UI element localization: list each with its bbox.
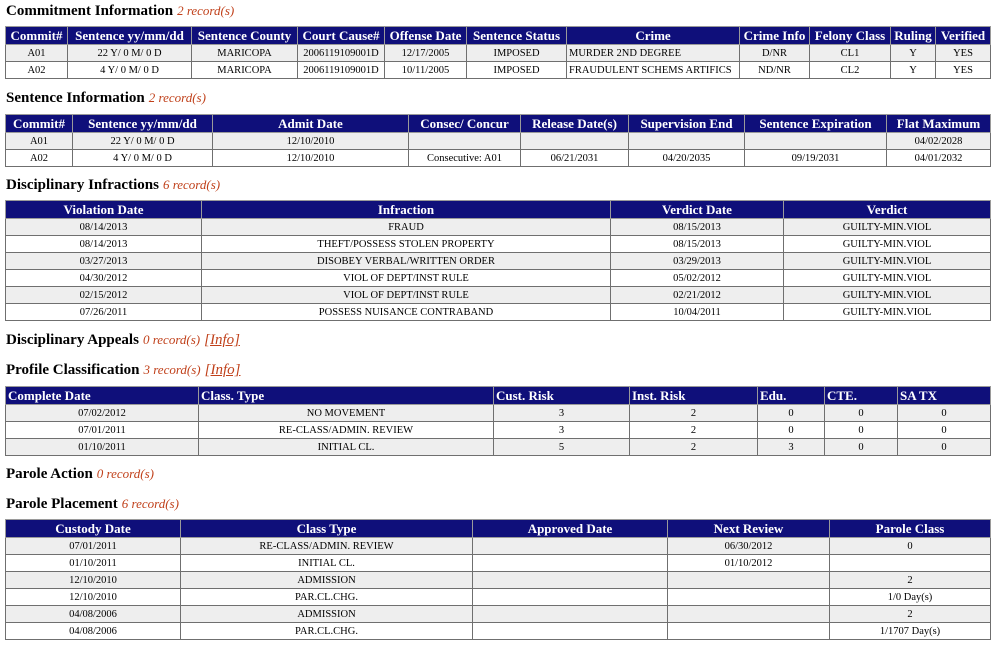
table-cell: 06/30/2012	[668, 538, 830, 555]
table-cell: GUILTY-MIN.VIOL	[784, 287, 991, 304]
table-cell: 0	[825, 439, 898, 456]
table-cell: 0	[758, 405, 825, 422]
table-cell: RE-CLASS/ADMIN. REVIEW	[199, 422, 494, 439]
table-cell: ADMISSION	[181, 572, 473, 589]
table-cell: POSSESS NUISANCE CONTRABAND	[202, 304, 611, 321]
table-cell: INITIAL CL.	[199, 439, 494, 456]
table-cell: 3	[758, 439, 825, 456]
table-cell	[629, 133, 745, 150]
table-cell: ADMISSION	[181, 606, 473, 623]
table-cell: CL2	[810, 62, 891, 79]
column-header[interactable]: Class. Type	[199, 387, 494, 405]
column-header[interactable]: Supervision End	[629, 115, 745, 133]
table-cell: RE-CLASS/ADMIN. REVIEW	[181, 538, 473, 555]
table-cell: 12/10/2010	[6, 572, 181, 589]
profile-title: Profile Classification	[6, 362, 140, 378]
table-cell	[668, 572, 830, 589]
table-cell: 01/10/2011	[6, 439, 199, 456]
table-cell: 03/29/2013	[611, 253, 784, 270]
table-cell: CL1	[810, 45, 891, 62]
column-header[interactable]: Parole Class	[830, 520, 991, 538]
table-cell: 04/20/2035	[629, 150, 745, 167]
table-cell: 22 Y/ 0 M/ 0 D	[68, 45, 192, 62]
table-cell: 07/02/2012	[6, 405, 199, 422]
table-cell: 3	[494, 422, 630, 439]
sentence-section-title	[6, 89, 206, 107]
table-row	[6, 150, 991, 167]
profile-section-title	[6, 361, 240, 379]
sentence-record-count: 2 record(s)	[148, 90, 206, 105]
table-cell: 04/08/2006	[6, 623, 181, 640]
commitment-header-row	[6, 27, 991, 45]
table-row	[6, 45, 991, 62]
table-cell	[473, 589, 668, 606]
table-cell	[473, 572, 668, 589]
table-cell: A01	[6, 133, 73, 150]
infractions-table	[5, 200, 991, 321]
column-header[interactable]: Offense Date	[385, 27, 467, 45]
table-cell: 0	[825, 422, 898, 439]
table-cell: 05/02/2012	[611, 270, 784, 287]
column-header[interactable]: Commit#	[6, 27, 68, 45]
table-cell: 08/14/2013	[6, 219, 202, 236]
table-cell: MURDER 2ND DEGREE	[567, 45, 740, 62]
table-cell	[409, 133, 521, 150]
table-cell: Y	[891, 45, 936, 62]
table-cell: 22 Y/ 0 M/ 0 D	[73, 133, 213, 150]
table-cell: YES	[936, 45, 991, 62]
table-row	[6, 62, 991, 79]
parole-action-section-title	[6, 465, 154, 483]
table-cell: 02/21/2012	[611, 287, 784, 304]
table-cell: 5	[494, 439, 630, 456]
column-header[interactable]: Crime Info	[740, 27, 810, 45]
table-row	[6, 606, 991, 623]
table-cell: IMPOSED	[467, 45, 567, 62]
table-cell: VIOL OF DEPT/INST RULE	[202, 270, 611, 287]
table-cell: D/NR	[740, 45, 810, 62]
table-cell: 01/10/2011	[6, 555, 181, 572]
table-cell: GUILTY-MIN.VIOL	[784, 236, 991, 253]
profile-table	[5, 386, 991, 456]
table-cell: NO MOVEMENT	[199, 405, 494, 422]
column-header[interactable]: Commit#	[6, 115, 73, 133]
infractions-header-row	[6, 201, 991, 219]
table-cell: 2	[830, 572, 991, 589]
table-cell: GUILTY-MIN.VIOL	[784, 253, 991, 270]
table-cell: 08/14/2013	[6, 236, 202, 253]
table-cell: FRAUD	[202, 219, 611, 236]
table-cell: 2	[630, 439, 758, 456]
table-cell: THEFT/POSSESS STOLEN PROPERTY	[202, 236, 611, 253]
commitment-section-title	[6, 2, 234, 20]
table-cell: 07/01/2011	[6, 538, 181, 555]
table-row	[6, 538, 991, 555]
table-cell: 04/08/2006	[6, 606, 181, 623]
table-cell: 10/11/2005	[385, 62, 467, 79]
table-row	[6, 439, 991, 456]
table-cell: 03/27/2013	[6, 253, 202, 270]
table-cell	[473, 623, 668, 640]
commitment-table	[5, 26, 991, 79]
table-cell: 12/10/2010	[213, 150, 409, 167]
column-header[interactable]: Admit Date	[213, 115, 409, 133]
table-cell: PAR.CL.CHG.	[181, 623, 473, 640]
table-cell: 04/02/2028	[887, 133, 991, 150]
table-cell	[473, 606, 668, 623]
column-header[interactable]: Inst. Risk	[630, 387, 758, 405]
table-cell: A01	[6, 45, 68, 62]
table-cell: GUILTY-MIN.VIOL	[784, 270, 991, 287]
column-header[interactable]: Next Review	[668, 520, 830, 538]
table-row	[6, 219, 991, 236]
table-cell: 2006119109001D	[298, 45, 385, 62]
parole-action-title: Parole Action	[6, 466, 93, 482]
column-header[interactable]: Felony Class	[810, 27, 891, 45]
table-cell: INITIAL CL.	[181, 555, 473, 572]
column-header[interactable]: Verdict Date	[611, 201, 784, 219]
table-cell: 0	[830, 538, 991, 555]
column-header[interactable]: Flat Maximum	[887, 115, 991, 133]
parole-action-record-count: 0 record(s)	[96, 466, 154, 481]
table-cell: 01/10/2012	[668, 555, 830, 572]
table-cell: YES	[936, 62, 991, 79]
table-row	[6, 253, 991, 270]
table-cell: 0	[758, 422, 825, 439]
profile-record-count: 3 record(s)	[143, 362, 201, 377]
profile-info-link[interactable]: [Info]	[204, 362, 241, 378]
parole-placement-header-row	[6, 520, 991, 538]
parole-placement-title: Parole Placement	[6, 496, 118, 512]
appeals-title: Disciplinary Appeals	[6, 332, 139, 348]
table-cell: 4 Y/ 0 M/ 0 D	[68, 62, 192, 79]
infractions-title: Disciplinary Infractions	[6, 177, 159, 193]
sentence-title: Sentence Information	[6, 90, 145, 106]
column-header[interactable]: Sentence yy/mm/dd	[68, 27, 192, 45]
column-header[interactable]: SA TX	[898, 387, 991, 405]
table-cell: Y	[891, 62, 936, 79]
appeals-record-count: 0 record(s)	[142, 332, 201, 347]
table-cell: 12/10/2010	[213, 133, 409, 150]
table-cell	[830, 555, 991, 572]
column-header[interactable]: Sentence Expiration	[745, 115, 887, 133]
table-cell: 2006119109001D	[298, 62, 385, 79]
table-cell: 04/30/2012	[6, 270, 202, 287]
column-header[interactable]: Release Date(s)	[521, 115, 629, 133]
table-row	[6, 572, 991, 589]
column-header[interactable]: Sentence County	[192, 27, 298, 45]
column-header[interactable]: Approved Date	[473, 520, 668, 538]
column-header[interactable]: Consec/ Concur	[409, 115, 521, 133]
column-header[interactable]: Custody Date	[6, 520, 181, 538]
table-cell: GUILTY-MIN.VIOL	[784, 219, 991, 236]
table-cell: A02	[6, 62, 68, 79]
infractions-section-title	[6, 176, 220, 194]
table-row	[6, 133, 991, 150]
column-header[interactable]: Class Type	[181, 520, 473, 538]
parole-placement-record-count: 6 record(s)	[121, 496, 179, 511]
sentence-table	[5, 114, 991, 167]
column-header[interactable]: Ruling	[891, 27, 936, 45]
commitment-title: Commitment Information	[6, 3, 174, 19]
table-cell: 04/01/2032	[887, 150, 991, 167]
table-cell: 3	[494, 405, 630, 422]
parole-placement-table	[5, 519, 991, 640]
table-cell: 08/15/2013	[611, 236, 784, 253]
table-cell: 12/17/2005	[385, 45, 467, 62]
table-cell: 12/10/2010	[6, 589, 181, 606]
table-cell	[473, 538, 668, 555]
table-cell	[473, 555, 668, 572]
table-cell	[668, 606, 830, 623]
appeals-section-title	[6, 331, 240, 349]
appeals-info-link[interactable]: [Info]	[204, 332, 240, 348]
column-header[interactable]: CTE.	[825, 387, 898, 405]
table-row	[6, 589, 991, 606]
table-cell: FRAUDULENT SCHEMS ARTIFICS	[567, 62, 740, 79]
table-cell: 09/19/2031	[745, 150, 887, 167]
table-cell: 2	[630, 422, 758, 439]
table-row	[6, 304, 991, 321]
table-cell	[521, 133, 629, 150]
table-row	[6, 270, 991, 287]
column-header[interactable]: Complete Date	[6, 387, 199, 405]
table-cell: DISOBEY VERBAL/WRITTEN ORDER	[202, 253, 611, 270]
column-header[interactable]: Court Cause#	[298, 27, 385, 45]
table-cell: 0	[825, 405, 898, 422]
table-cell: 06/21/2031	[521, 150, 629, 167]
table-cell	[668, 623, 830, 640]
column-header[interactable]: Sentence yy/mm/dd	[73, 115, 213, 133]
column-header[interactable]: Verdict	[784, 201, 991, 219]
table-cell: GUILTY-MIN.VIOL	[784, 304, 991, 321]
table-cell: 2	[830, 606, 991, 623]
table-cell: ND/NR	[740, 62, 810, 79]
column-header[interactable]: Cust. Risk	[494, 387, 630, 405]
table-cell: 10/04/2011	[611, 304, 784, 321]
commitment-record-count: 2 record(s)	[177, 3, 235, 18]
table-cell: MARICOPA	[192, 62, 298, 79]
table-cell: 4 Y/ 0 M/ 0 D	[73, 150, 213, 167]
table-cell	[745, 133, 887, 150]
column-header[interactable]: Infraction	[202, 201, 611, 219]
table-cell: 02/15/2012	[6, 287, 202, 304]
table-cell: Consecutive: A01	[409, 150, 521, 167]
table-row	[6, 287, 991, 304]
column-header[interactable]: Verified	[936, 27, 991, 45]
table-row	[6, 555, 991, 572]
table-cell: 07/26/2011	[6, 304, 202, 321]
parole-placement-section-title	[6, 495, 179, 513]
table-cell: IMPOSED	[467, 62, 567, 79]
sentence-header-row	[6, 115, 991, 133]
profile-header-row	[6, 387, 991, 405]
infractions-record-count: 6 record(s)	[162, 177, 221, 192]
table-cell: PAR.CL.CHG.	[181, 589, 473, 606]
table-row	[6, 405, 991, 422]
table-cell: 0	[898, 422, 991, 439]
table-cell: 07/01/2011	[6, 422, 199, 439]
table-cell: 2	[630, 405, 758, 422]
table-cell	[668, 589, 830, 606]
table-row	[6, 623, 991, 640]
column-header[interactable]: Crime	[567, 27, 740, 45]
table-cell: 1/0 Day(s)	[830, 589, 991, 606]
table-cell: 0	[898, 405, 991, 422]
table-cell: 1/1707 Day(s)	[830, 623, 991, 640]
column-header[interactable]: Sentence Status	[467, 27, 567, 45]
table-row	[6, 422, 991, 439]
table-cell: A02	[6, 150, 73, 167]
table-cell: 08/15/2013	[611, 219, 784, 236]
column-header[interactable]: Edu.	[758, 387, 825, 405]
table-row	[6, 236, 991, 253]
table-cell: 0	[898, 439, 991, 456]
table-cell: MARICOPA	[192, 45, 298, 62]
table-cell: VIOL OF DEPT/INST RULE	[202, 287, 611, 304]
column-header[interactable]: Violation Date	[6, 201, 202, 219]
